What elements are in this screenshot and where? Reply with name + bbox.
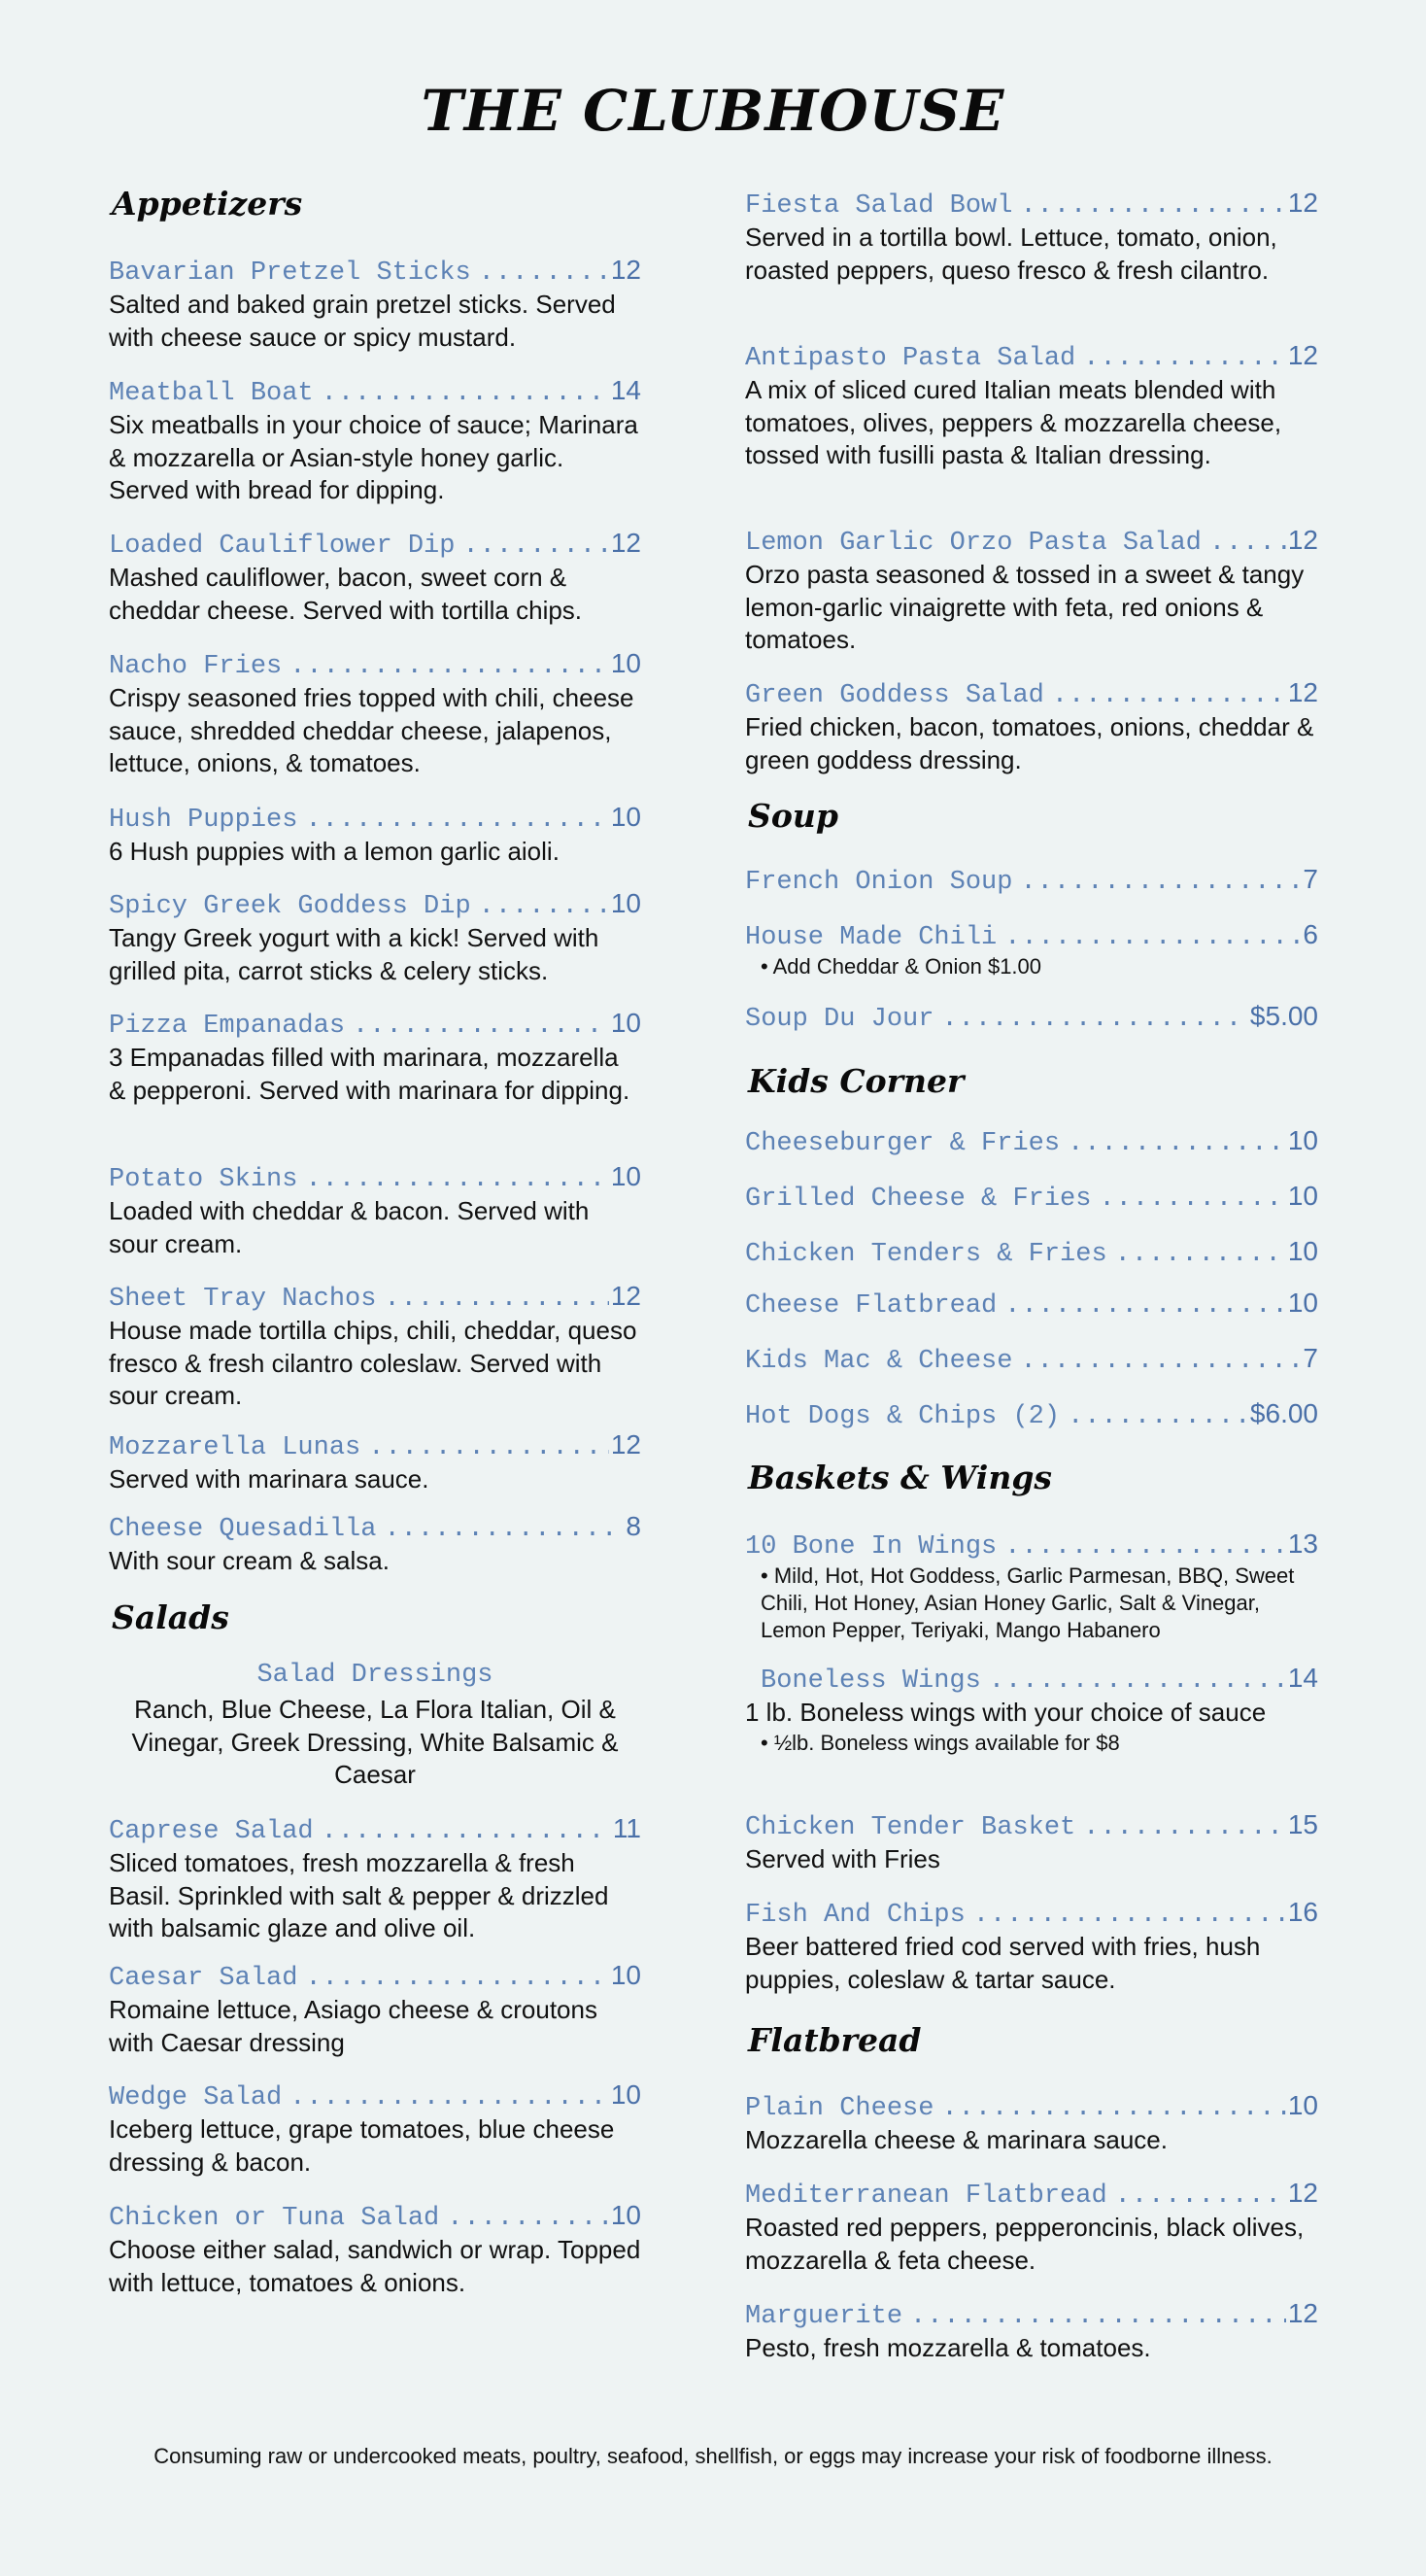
leader-dots [1068, 1398, 1248, 1435]
section-salads: Salads [112, 1598, 229, 1636]
item-price: 11 [612, 1813, 641, 1843]
item-name: Hush Puppies [109, 806, 298, 835]
menu-item [745, 674, 1318, 776]
item-name: Caesar Salad [109, 1964, 298, 1993]
item-price: 8 [626, 1511, 641, 1541]
item-description: Mozzarella cheese & marinara sauce. [745, 2125, 1168, 2154]
leader-dots [1209, 525, 1286, 562]
item-price: 10 [610, 1960, 641, 1990]
item-description: 1 lb. Boneless wings with your choice of sauce [745, 1698, 1267, 1727]
leader-dots [368, 1429, 609, 1466]
leader-dots [305, 802, 608, 839]
salad-dressings [109, 1657, 641, 1792]
item-description: Romaine lettuce, Asiago cheese & croutons with Caesar dressing [109, 1995, 597, 2057]
section-soup: Soup [748, 797, 838, 835]
item-name: Mediterranean Flatbread [745, 2181, 1107, 2211]
menu-item [109, 372, 641, 507]
item-description: Crispy seasoned fries topped with chili, cheese sauce, shredded cheddar cheese, jalapenos, lettuce, onions, & tomatoes. [109, 683, 634, 777]
menu-item [745, 861, 1318, 898]
item-name: Boneless Wings [761, 1666, 981, 1696]
menu-item [745, 1526, 1318, 1644]
item-price: $5.00 [1249, 1001, 1318, 1031]
item-name: Lemon Garlic Orzo Pasta Salad [745, 529, 1202, 558]
leader-dots [289, 2079, 609, 2116]
item-price: 10 [610, 1161, 641, 1191]
item-name: Fiesta Salad Bowl [745, 191, 1013, 221]
item-price: 10 [610, 1008, 641, 1038]
menu-item [109, 525, 641, 627]
item-price: 7 [1303, 864, 1318, 894]
item-price: 12 [1287, 2178, 1318, 2208]
item-price: 13 [1287, 1528, 1318, 1559]
leader-dots [305, 1161, 608, 1198]
leader-dots [479, 888, 609, 925]
item-price: 15 [1287, 1809, 1318, 1839]
item-price: 10 [610, 802, 641, 832]
item-name: Cheese Quesadilla [109, 1515, 377, 1544]
leader-dots [322, 1813, 611, 1850]
item-description: With sour cream & salsa. [109, 1546, 390, 1575]
item-note: • ½lb. Boneless wings available for $8 [761, 1730, 1120, 1755]
item-description: Iceberg lettuce, grape tomatoes, blue cheese dressing & bacon. [109, 2114, 615, 2177]
leader-dots [910, 2298, 1286, 2335]
menu-item [745, 998, 1318, 1035]
menu-item [109, 1158, 641, 1260]
item-price: 16 [1287, 1897, 1318, 1927]
leader-dots [1083, 340, 1286, 377]
menu-item [109, 2077, 641, 2179]
menu-item [109, 2197, 641, 2299]
leader-dots [384, 1281, 608, 1318]
item-description: Served with marinara sauce. [109, 1464, 429, 1494]
item-description: Orzo pasta seasoned & tossed in a sweet & tangy lemon-garlic vinaigrette with feta, red onions & tomatoes. [745, 560, 1305, 654]
dressings-list: Ranch, Blue Cheese, La Flora Italian, Oil & Vinegar, Greek Dressing, White Balsamic & Caesar [131, 1695, 619, 1789]
leader-dots [1099, 1181, 1285, 1218]
menu-item [745, 2295, 1318, 2365]
item-price: 10 [1287, 1288, 1318, 1318]
menu-item [745, 1340, 1318, 1377]
menu-item [745, 185, 1318, 287]
item-price: 10 [610, 2200, 641, 2230]
menu-item [745, 1178, 1318, 1215]
menu-item [745, 1660, 1318, 1757]
menu-item [745, 337, 1318, 472]
item-price: 10 [610, 2079, 641, 2110]
item-description: A mix of sliced cured Italian meats blended with tomatoes, olives, peppers & mozzarella cheese, tossed with fusilli pasta & Italian dressing. [745, 375, 1282, 469]
item-name: Antipasto Pasta Salad [745, 344, 1076, 373]
item-description: Served in a tortilla bowl. Lettuce, tomato, onion, roasted peppers, queso fresco & fresh cilantro. [745, 223, 1277, 285]
item-name: Hot Dogs & Chips (2) [745, 1402, 1061, 1431]
leader-dots [1083, 1809, 1286, 1846]
leader-dots [384, 1511, 624, 1548]
menu-item [745, 1122, 1318, 1159]
menu-item [745, 522, 1318, 657]
item-name: Wedge Salad [109, 2083, 283, 2112]
item-name: Kids Mac & Cheese [745, 1347, 1013, 1376]
leader-dots [322, 375, 609, 412]
item-description: 3 Empanadas filled with marinara, mozzarella & pepperoni. Served with marinara for dipping. [109, 1043, 630, 1105]
item-name: Soup Du Jour [745, 1005, 934, 1034]
leader-dots [1115, 1236, 1286, 1273]
item-description: Six meatballs in your choice of sauce; Marinara & mozzarella or Asian-style honey garlic. Served with bread for dipping. [109, 410, 638, 504]
item-name: Sheet Tray Nachos [109, 1285, 377, 1314]
leader-dots [941, 2090, 1285, 2127]
item-name: Fish And Chips [745, 1901, 966, 1930]
menu-item [109, 1957, 641, 2059]
item-name: House Made Chili [745, 923, 998, 952]
item-price: 12 [1287, 340, 1318, 370]
item-description: Mashed cauliflower, bacon, sweet corn & cheddar cheese. Served with tortilla chips. [109, 563, 583, 625]
item-price: 10 [610, 648, 641, 678]
leader-dots [1020, 1343, 1301, 1380]
menu-item [109, 1005, 641, 1107]
leader-dots [1020, 864, 1301, 901]
item-price: 10 [1287, 1236, 1318, 1266]
item-price: 12 [610, 255, 641, 285]
leader-dots [289, 648, 609, 685]
item-name: Plain Cheese [745, 2094, 934, 2123]
item-name: Chicken or Tuna Salad [109, 2204, 440, 2233]
leader-dots [447, 2200, 609, 2237]
menu-item [109, 252, 641, 354]
section-appetizers: Appetizers [112, 185, 303, 223]
item-name: Green Goddess Salad [745, 681, 1044, 710]
item-name: Chicken Tender Basket [745, 1813, 1076, 1842]
section-baskets-wings: Baskets & Wings [748, 1459, 1052, 1496]
item-price: 10 [1287, 2090, 1318, 2120]
menu-title: THE CLUBHOUSE [421, 78, 1005, 144]
leader-dots [1115, 2178, 1286, 2215]
item-note: • Mild, Hot, Hot Goddess, Garlic Parmesan, BBQ, Sweet Chili, Hot Honey, Asian Honey Garlic, Salt & Vinegar, Lemon Pepper, Teriyaki, Mango Habanero [761, 1563, 1295, 1642]
item-description: Choose either salad, sandwich or wrap. Topped with lettuce, tomatoes & onions. [109, 2235, 641, 2297]
leader-dots [353, 1008, 609, 1045]
item-description: Beer battered fried cod served with fries, hush puppies, coleslaw & tartar sauce. [745, 1932, 1261, 1994]
dressings-title: Salad Dressings [256, 1661, 493, 1690]
item-description: Loaded with cheddar & bacon. Served with sour cream. [109, 1196, 590, 1258]
item-name: Grilled Cheese & Fries [745, 1185, 1092, 1214]
menu-item [745, 2175, 1318, 2277]
menu-item [109, 1810, 641, 1945]
leader-dots [462, 528, 608, 565]
item-price: 12 [1287, 677, 1318, 707]
menu-item [109, 645, 641, 780]
item-description: Sliced tomatoes, fresh mozzarella & fresh Basil. Sprinkled with salt & pepper & drizzled with balsamic glaze and olive oil. [109, 1848, 609, 1942]
leader-dots [1004, 1528, 1286, 1565]
item-description: Salted and baked grain pretzel sticks. Served with cheese sauce or spicy mustard. [109, 290, 616, 352]
item-price: 10 [1287, 1125, 1318, 1155]
menu-item [745, 1285, 1318, 1322]
item-price: 10 [1287, 1181, 1318, 1211]
item-name: Pizza Empanadas [109, 1012, 346, 1041]
item-name: Chicken Tenders & Fries [745, 1240, 1107, 1269]
item-name: Cheese Flatbread [745, 1291, 998, 1321]
section-flatbread: Flatbread [748, 2021, 922, 2059]
leader-dots [1004, 1288, 1286, 1324]
item-description: House made tortilla chips, chili, cheddar, queso fresco & fresh cilantro coleslaw. Served with sour cream. [109, 1316, 637, 1410]
menu-item [745, 916, 1318, 980]
item-price: 12 [1287, 188, 1318, 218]
item-description: Pesto, fresh mozzarella & tomatoes. [745, 2333, 1151, 2362]
item-price: 10 [610, 888, 641, 918]
item-name: Mozzarella Lunas [109, 1433, 361, 1462]
leader-dots [1004, 919, 1301, 956]
menu-item [109, 799, 641, 869]
item-description: Served with Fries [745, 1844, 940, 1873]
item-name: 10 Bone In Wings [745, 1532, 998, 1562]
item-description: 6 Hush puppies with a lemon garlic aioli. [109, 837, 560, 866]
menu-item [745, 1894, 1318, 1996]
menu-item [109, 1508, 641, 1578]
item-price: 12 [1287, 2298, 1318, 2328]
item-price: 14 [1287, 1663, 1318, 1693]
item-name: Spicy Greek Goddess Dip [109, 892, 471, 921]
item-name: Cheeseburger & Fries [745, 1129, 1061, 1158]
item-name: Caprese Salad [109, 1817, 314, 1846]
item-name: Potato Skins [109, 1165, 298, 1194]
item-description: Tangy Greek yogurt with a kick! Served with grilled pita, carrot sticks & celery sticks. [109, 923, 599, 985]
item-name: Marguerite [745, 2302, 903, 2331]
leader-dots [479, 255, 609, 292]
leader-dots [973, 1897, 1286, 1934]
menu-item [109, 1426, 641, 1496]
menu-item [109, 1278, 641, 1413]
leader-dots [1020, 188, 1285, 224]
menu-item [745, 2087, 1318, 2157]
food-safety-disclaimer: Consuming raw or undercooked meats, poultry, seafood, shellfish, or eggs may increase your risk of foodborne illness. [153, 2444, 1273, 2468]
item-name: Nacho Fries [109, 652, 283, 681]
item-price: 6 [1303, 919, 1318, 949]
item-price: 12 [610, 528, 641, 558]
item-price: 12 [610, 1429, 641, 1460]
item-name: French Onion Soup [745, 868, 1013, 897]
section-kids-corner: Kids Corner [748, 1062, 965, 1100]
item-description: Fried chicken, bacon, tomatoes, onions, cheddar & green goddess dressing. [745, 712, 1314, 774]
menu-item [745, 1806, 1318, 1876]
leader-dots [989, 1663, 1286, 1700]
item-name: Meatball Boat [109, 379, 314, 408]
leader-dots [1068, 1125, 1286, 1162]
item-name: Loaded Cauliflower Dip [109, 532, 456, 561]
item-description: Roasted red peppers, pepperoncinis, black olives, mozzarella & feta cheese. [745, 2213, 1305, 2275]
leader-dots [941, 1001, 1247, 1038]
item-price: $6.00 [1249, 1398, 1318, 1428]
item-note: • Add Cheddar & Onion $1.00 [761, 954, 1042, 979]
item-price: 7 [1303, 1343, 1318, 1373]
item-price: 12 [1287, 525, 1318, 555]
menu-item [745, 1233, 1318, 1270]
item-name: Bavarian Pretzel Sticks [109, 258, 471, 288]
item-price: 12 [610, 1281, 641, 1311]
menu-item [109, 885, 641, 987]
menu-item [745, 1395, 1318, 1432]
leader-dots [305, 1960, 608, 1997]
item-price: 14 [610, 375, 641, 405]
leader-dots [1052, 677, 1286, 714]
